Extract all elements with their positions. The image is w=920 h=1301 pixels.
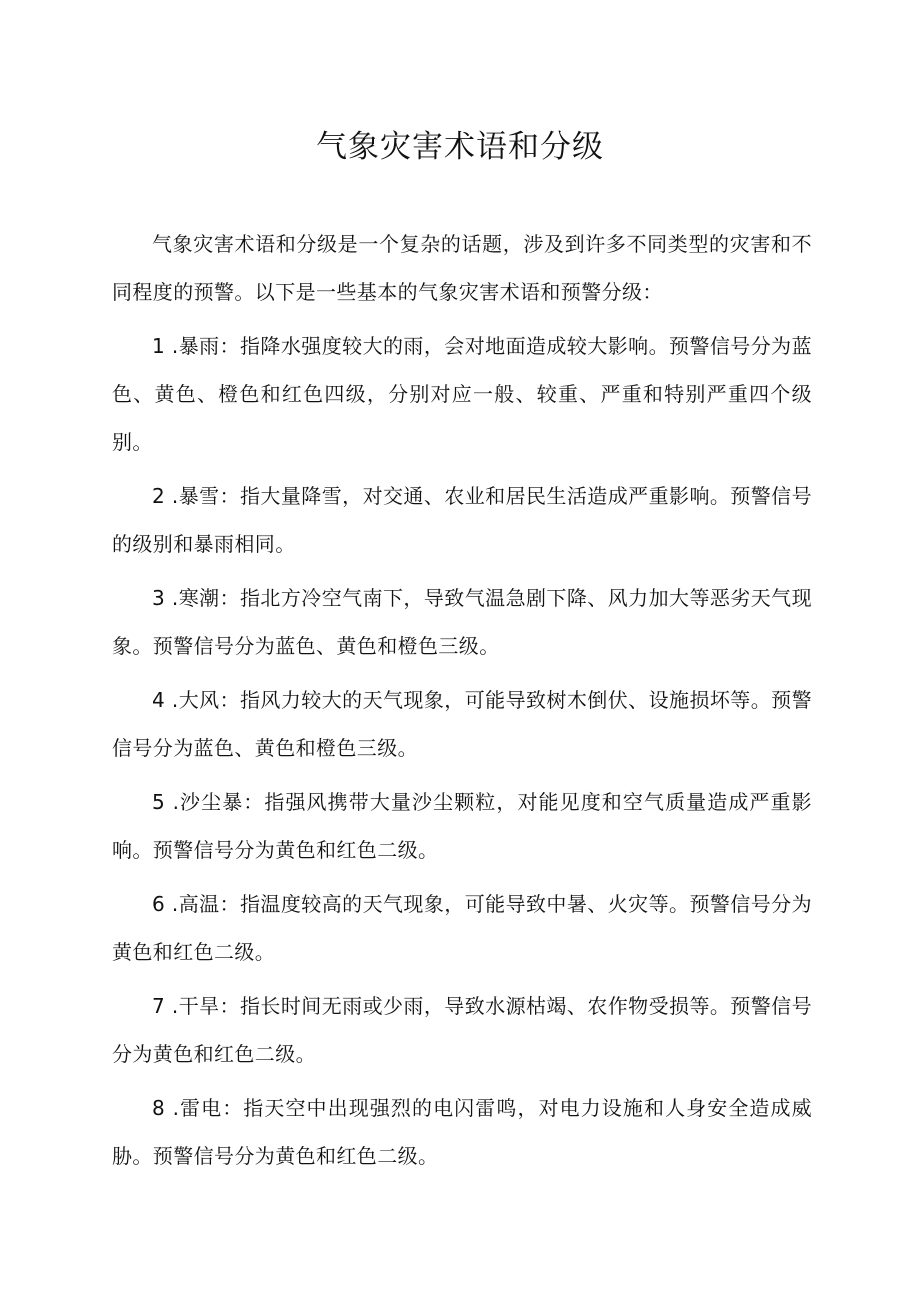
- item-text: .暴雪：指大量降雪，对交通、农业和居民生活造成严重影响。预警信号的级别和暴雨相同。: [112, 484, 812, 556]
- intro-paragraph: 气象灾害术语和分级是一个复杂的话题，涉及到许多不同类型的灾害和不同程度的预警。以下是一些基本的气象灾害术语和预警分级：: [112, 232, 812, 304]
- list-item-1: [112, 322, 812, 466]
- item-number: 3: [152, 586, 166, 610]
- item-text: .高温：指温度较高的天气现象，可能导致中暑、火灾等。预警信号分为黄色和红色二级。: [112, 892, 812, 964]
- item-text: .雷电：指天空中出现强烈的电闪雷鸣，对电力设施和人身安全造成威胁。预警信号分为黄色和红色二级。: [112, 1096, 812, 1168]
- item-number: 4: [152, 688, 166, 712]
- item-text: .寒潮：指北方冷空气南下，导致气温急剧下降、风力加大等恶劣天气现象。预警信号分为蓝色、黄色和橙色三级。: [112, 586, 812, 658]
- document-body: [112, 220, 812, 1186]
- list-item-4: [112, 676, 812, 772]
- item-text: .大风：指风力较大的天气现象，可能导致树木倒伏、设施损坏等。预警信号分为蓝色、黄色和橙色三级。: [112, 688, 812, 760]
- list-item-8: [112, 1084, 812, 1180]
- list-item-3: [112, 574, 812, 670]
- item-text: .干旱：指长时间无雨或少雨，导致水源枯竭、农作物受损等。预警信号分为黄色和红色二级。: [112, 994, 812, 1066]
- list-item-7: [112, 982, 812, 1078]
- item-number: 8: [152, 1096, 166, 1120]
- list-item-5: [112, 778, 812, 874]
- document-title: 气象灾害术语和分级: [316, 129, 604, 165]
- list-item-2: [112, 472, 812, 568]
- item-number: 5: [152, 790, 166, 814]
- item-number: 2: [152, 484, 166, 508]
- item-number: 1: [152, 334, 166, 358]
- list-item-6: [112, 880, 812, 976]
- item-number: 6: [152, 892, 166, 916]
- item-text: .暴雨：指降水强度较大的雨，会对地面造成较大影响。预警信号分为蓝色、黄色、橙色和红色四级，分别对应一般、较重、严重和特别严重四个级别。: [112, 334, 812, 454]
- item-text: .沙尘暴：指强风携带大量沙尘颗粒，对能见度和空气质量造成严重影响。预警信号分为黄色和红色二级。: [112, 790, 812, 862]
- item-number: 7: [152, 994, 166, 1018]
